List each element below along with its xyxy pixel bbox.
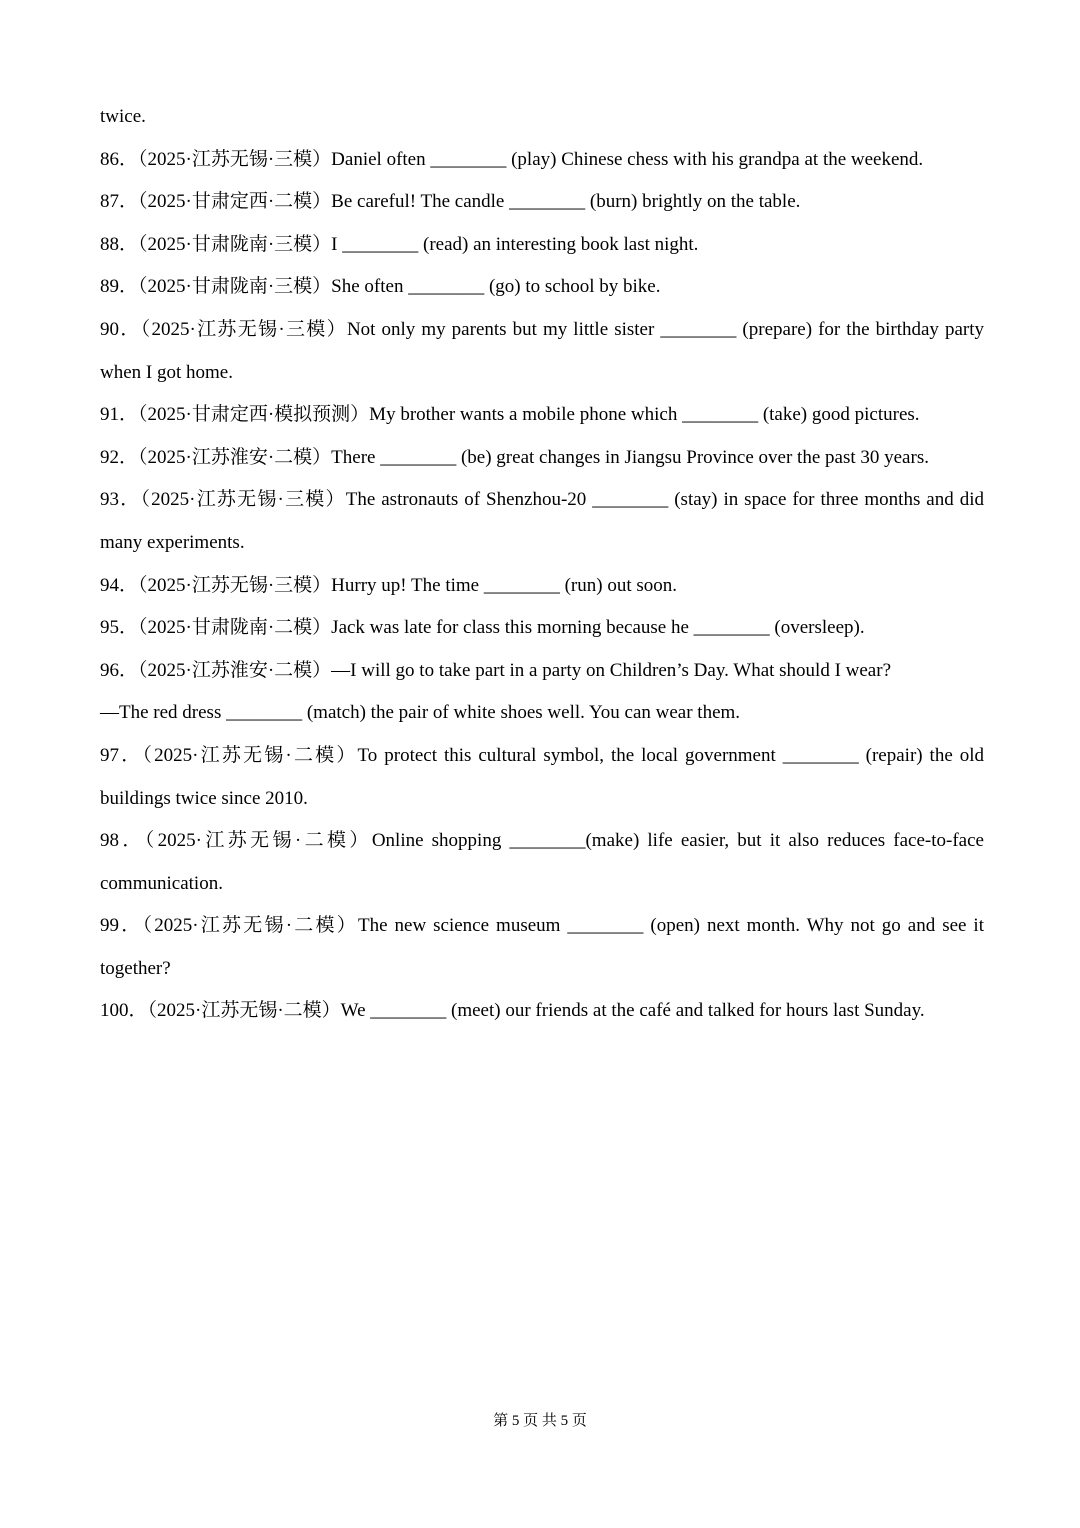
question-number: 93． — [100, 489, 141, 511]
question-98 — [100, 820, 984, 905]
carryover-line — [100, 96, 984, 139]
question-text: Be careful! The candle ________ (burn) brightly on the table. — [331, 191, 801, 213]
question-94 — [100, 565, 984, 608]
page-footer — [0, 1410, 1080, 1432]
question-number: 92． — [100, 446, 139, 468]
question-91 — [100, 394, 984, 437]
question-citation: （2025·甘肃陇南·三模） — [138, 233, 332, 255]
question-number: 87． — [100, 191, 139, 213]
question-100 — [100, 990, 984, 1033]
carryover-text: twice. — [100, 106, 146, 127]
question-number: 97． — [100, 744, 143, 766]
question-number: 99． — [100, 915, 143, 937]
question-number: 86． — [100, 148, 139, 170]
question-citation: （2025·江苏淮安·二模） — [138, 659, 332, 681]
question-96-answer-line — [100, 692, 984, 735]
question-number: 94． — [100, 574, 139, 596]
question-87 — [100, 181, 984, 224]
question-text: The astronauts of Shenzhou-20 ________ (stay) in space for three months and did many experiments. — [100, 489, 984, 553]
question-95 — [100, 607, 984, 650]
question-86 — [100, 139, 984, 182]
question-text: Daniel often ________ (play) Chinese chess with his grandpa at the weekend. — [331, 148, 924, 170]
question-text: Online shopping ________(make) life easier, but it also reduces face-to-face communication. — [100, 830, 984, 894]
question-number: 90． — [100, 318, 141, 340]
question-number: 91． — [100, 404, 139, 426]
question-text: My brother wants a mobile phone which ________ (take) good pictures. — [369, 404, 920, 426]
question-citation: （2025·江苏无锡·三模） — [140, 318, 347, 340]
question-93 — [100, 479, 984, 564]
question-citation: （2025·甘肃陇南·二模） — [138, 617, 332, 639]
question-number: 88． — [100, 233, 139, 255]
question-citation: （2025·江苏无锡·二模） — [147, 1000, 341, 1022]
question-92 — [100, 437, 984, 480]
question-citation: （2025·江苏无锡·三模） — [140, 489, 346, 511]
question-96 — [100, 650, 984, 693]
question-text: There ________ (be) great changes in Jiangsu Province over the past 30 years. — [331, 446, 929, 468]
question-citation: （2025·江苏淮安·二模） — [138, 446, 332, 468]
question-citation: （2025·江苏无锡·二模） — [144, 830, 372, 852]
question-text: Hurry up! The time ________ (run) out soon. — [331, 574, 677, 596]
question-number: 96． — [100, 659, 139, 681]
document-page-content — [100, 96, 984, 1033]
question-text: She often ________ (go) to school by bike. — [331, 276, 661, 298]
question-99 — [100, 905, 984, 990]
question-88 — [100, 224, 984, 267]
question-text: The new science museum ________ (open) next month. Why not go and see it together? — [100, 915, 984, 979]
question-text: We ________ (meet) our friends at the café and talked for hours last Sunday. — [340, 1000, 925, 1022]
question-citation: （2025·江苏无锡·二模） — [142, 744, 358, 766]
question-90 — [100, 309, 984, 394]
question-text: —I will go to take part in a party on Children’s Day. What should I wear? — [331, 659, 892, 681]
question-89 — [100, 266, 984, 309]
question-number: 89． — [100, 276, 139, 298]
question-text: To protect this cultural symbol, the local government ________ (repair) the old buildings twice since 2010. — [100, 744, 984, 809]
question-number: 98． — [100, 830, 145, 852]
question-text: Not only my parents but my little sister ________ (prepare) for the birthday party when I got home. — [100, 318, 985, 383]
question-text: I ________ (read) an interesting book last night. — [331, 233, 699, 255]
question-citation: （2025·江苏无锡·二模） — [142, 915, 358, 937]
question-citation: （2025·江苏无锡·三模） — [138, 148, 332, 170]
page-number-label: 第 5 页 共 5 页 — [493, 1413, 587, 1429]
question-citation: （2025·甘肃定西·模拟预测） — [138, 404, 370, 426]
question-97 — [100, 735, 984, 820]
question-citation: （2025·甘肃定西·二模） — [138, 191, 332, 213]
question-number: 100． — [100, 1000, 148, 1022]
question-number: 95． — [100, 617, 139, 639]
question-text: Jack was late for class this morning because he ________ (oversleep). — [331, 617, 865, 639]
question-text-continuation: —The red dress ________ (match) the pair of white shoes well. You can wear them. — [100, 702, 741, 724]
question-citation: （2025·江苏无锡·三模） — [138, 574, 332, 596]
question-citation: （2025·甘肃陇南·三模） — [138, 276, 332, 298]
